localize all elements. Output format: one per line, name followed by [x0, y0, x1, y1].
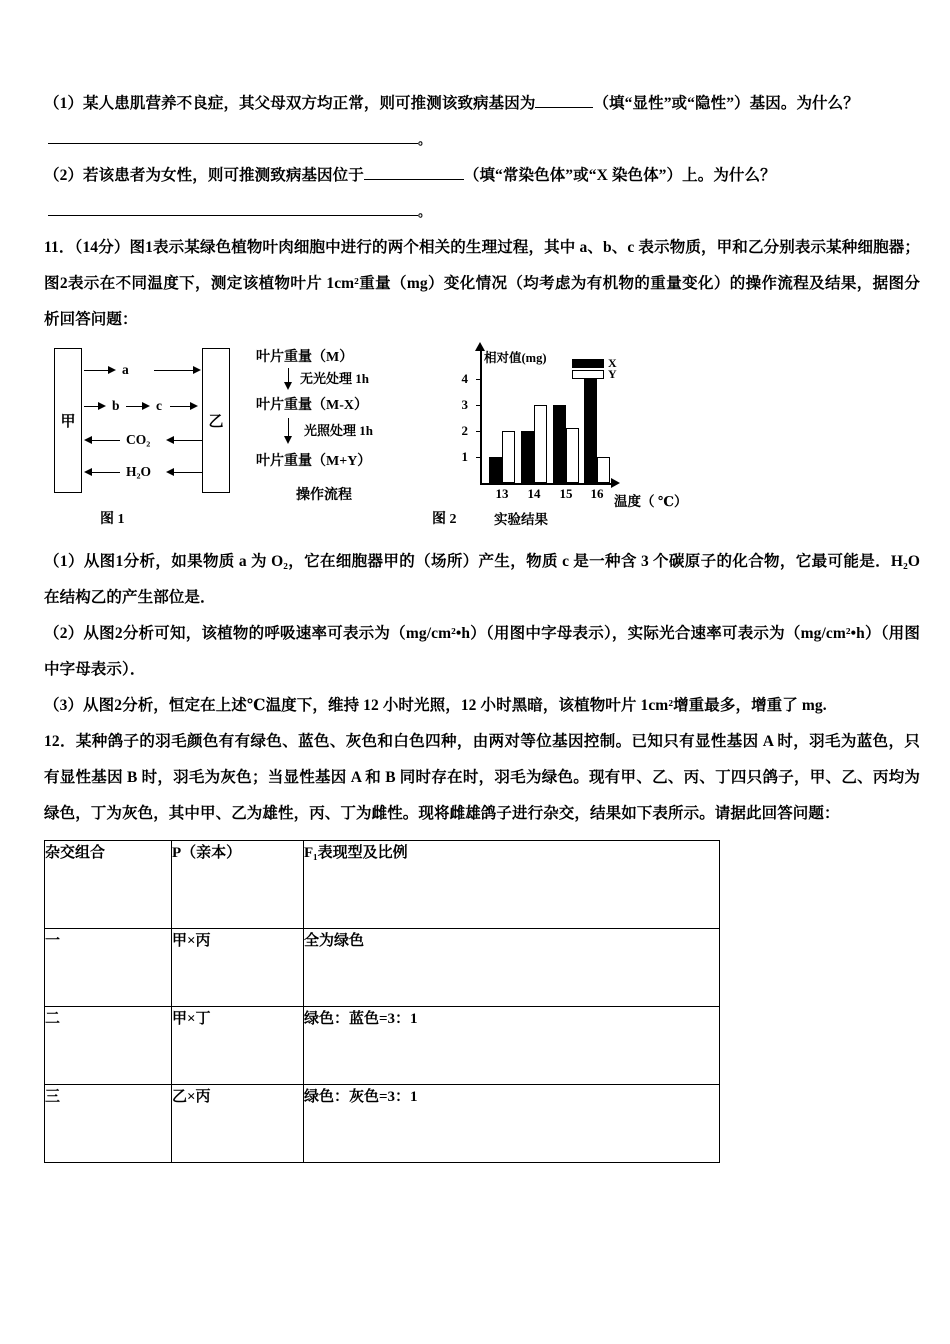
y-tick-label-3: 3 [461, 397, 468, 412]
flow-step-3: 叶片重量（M+Y） [256, 454, 372, 469]
y-tick-1 [476, 457, 482, 458]
arrowhead-jia-to-a [108, 366, 116, 374]
y-tick-4 [476, 379, 482, 380]
chart-x-axis-label: 温度（ ℃） [614, 494, 688, 509]
arrowhead-b-to-c [142, 402, 150, 410]
table-cell-f1-2: 绿色：蓝色=3：1 [304, 1007, 720, 1085]
table-header-combo: 杂交组合 [45, 841, 172, 929]
q10-sub1-pre: （1）某人患肌营养不良症，其父母双方均正常，则可推测该致病基因为 [44, 95, 536, 112]
table-header-f1: F₁表现型及比例 [304, 841, 720, 929]
organelle-box-yi: 乙 [202, 348, 230, 493]
bar-x-14 [521, 431, 534, 483]
chart-legend [572, 358, 617, 380]
q11-stem-text: 图1表示某绿色植物叶肉细胞中进行的两个相关的生理过程，其中 a、b、c 表示物质，甲和乙分别表示某种细胞器；图2表示在不同温度下，测定该植物叶片 1cm²重量（mg）变化情况（均考虑为有机物的重量变化）的操作流程及结果，据图分析回答问题： [44, 239, 920, 328]
bar-y-14 [534, 405, 547, 483]
table-cell-parents-1: 甲×丙 [172, 929, 304, 1007]
arrow-a-to-yi [154, 370, 194, 371]
q10-sub2-period: 。 [418, 204, 432, 219]
q10-sub1-blank[interactable] [535, 92, 593, 108]
table-cell-f1-1: 全为绿色 [304, 929, 720, 1007]
y-tick-label-4: 4 [461, 371, 468, 386]
figure-1-caption: 图 1 [100, 512, 125, 527]
q11-score: （14分） [74, 239, 130, 256]
flow-step-2: 叶片重量（M-X） [256, 398, 368, 413]
q10-sub2-pre: （2）若该患者为女性，则可推测致病基因位于 [44, 167, 364, 184]
table-row [45, 1007, 720, 1085]
figure-1-diagram [50, 344, 250, 527]
flow-arrow-2-line [288, 418, 289, 438]
substance-label-h2o: H₂O [126, 464, 152, 479]
figure-2-caption: 图 2 [432, 512, 457, 527]
table-cell-parents-3: 乙×丙 [172, 1085, 304, 1163]
q10-sub1 [44, 86, 920, 122]
flow-arrow-2-head [284, 436, 292, 444]
q12-stem-text: 某种鸽子的羽毛颜色有有绿色、蓝色、灰色和白色四种，由两对等位基因控制。已知只有显性基因 A 时，羽毛为蓝色，只有显性基因 B 时，羽毛为灰色；当显性基因 A 和 B 同时存在时，羽毛为绿色。现有甲、乙、丙、丁四只鸽子，甲、乙、丙均为绿色，丁为灰色，其中甲、乙为雄性，丙、丁为雌性。现将雌雄鸽子进行杂交，结果如下表所示。请据此回答问题： [44, 733, 920, 822]
x-tick-label-14: 14 [527, 486, 541, 501]
q10-sub1-answer-line [44, 122, 920, 158]
q12-stem [44, 724, 920, 832]
q10-sub2-blank[interactable] [364, 164, 464, 180]
chart-title: 实验结果 [494, 512, 548, 527]
figures-row [44, 344, 920, 544]
q11-number: 11． [44, 239, 75, 256]
x-tick-label-15: 15 [559, 486, 573, 501]
q11-stem [44, 230, 920, 338]
table-header-parents: P（亲本） [172, 841, 304, 929]
arrowhead-c-to-yi [190, 402, 198, 410]
page-content [44, 86, 920, 1163]
flow-step-1: 叶片重量（M） [256, 350, 354, 365]
arrow-yi-to-h2o [174, 472, 202, 473]
table-row [45, 929, 720, 1007]
figure-2-bar-chart [432, 344, 688, 527]
bar-x-15 [553, 405, 566, 483]
legend-entry-y [572, 369, 617, 380]
table-cell-parents-2: 甲×丁 [172, 1007, 304, 1085]
q10-sub1-period: 。 [418, 132, 432, 147]
flowchart-caption: 操作流程 [296, 488, 352, 503]
bar-y-13 [502, 431, 515, 483]
substance-label-b: b [112, 398, 120, 413]
answer-rule[interactable] [48, 201, 418, 216]
q11-sub3: （3）从图2分析，恒定在上述℃温度下，维持 12 小时光照，12 小时黑暗，该植物叶片 1cm²增重最多，增重了 mg. [44, 697, 827, 714]
legend-label-x: X [608, 356, 617, 370]
arrowhead-co2-to-jia [84, 436, 92, 444]
x-tick-label-13: 13 [495, 486, 509, 501]
bar-x-13 [489, 457, 502, 483]
organelle-box-jia: 甲 [54, 348, 82, 493]
table-cell-combo-3: 三 [45, 1085, 172, 1163]
x-tick-label-16: 16 [590, 486, 604, 501]
table-row [45, 1085, 720, 1163]
arrow-c-to-yi [170, 406, 190, 407]
bar-x-16 [584, 379, 597, 483]
arrow-yi-to-co2 [174, 440, 202, 441]
answer-rule[interactable] [48, 129, 418, 144]
q11-sub2: （2）从图2分析可知，该植物的呼吸速率可表示为（mg/cm²•h）（用图中字母表示），实际光合速率可表示为（mg/cm²•h）（用图中字母表示）． [44, 625, 920, 678]
q10-sub2-post: （填“常染色体”或“X 染色体”）上。为什么？ [463, 167, 776, 184]
y-tick-label-2: 2 [461, 423, 468, 438]
arrowhead-a-to-yi [193, 366, 201, 374]
q12-number: 12． [44, 733, 76, 750]
flow-arrow-1-head [284, 382, 292, 390]
arrow-jia-to-a [84, 370, 110, 371]
chart-x-axis [480, 483, 612, 485]
substance-label-co2: CO₂ [126, 432, 151, 447]
arrowhead-h2o-to-jia [84, 468, 92, 476]
table-cell-f1-3: 绿色：灰色=3：1 [304, 1085, 720, 1163]
arrow-h2o-to-jia [92, 472, 120, 473]
chart-y-axis [480, 350, 482, 483]
q11-sub1: （1）从图1分析，如果物质 a 为 O₂，它在细胞器甲的（场所）产生，物质 c 是一种含 3 个碳原子的化合物，它最可能是．H₂O 在结构乙的产生部位是． [44, 553, 920, 606]
arrowhead-yi-to-co2 [166, 436, 174, 444]
q10-sub2-answer-line [44, 194, 920, 230]
arrowhead-jia-to-b [98, 402, 106, 410]
legend-label-y: Y [608, 367, 617, 381]
flow-treatment-1: 无光处理 1h [300, 371, 369, 386]
legend-swatch-y [572, 370, 604, 379]
table-cell-combo-2: 二 [45, 1007, 172, 1085]
bar-y-16 [597, 457, 610, 483]
y-tick-3 [476, 405, 482, 406]
flow-treatment-2: 光照处理 1h [304, 423, 373, 438]
legend-swatch-x [572, 359, 604, 368]
bar-y-15 [566, 428, 579, 483]
substance-label-c: c [156, 398, 162, 413]
chart-x-axis-arrowhead [611, 478, 620, 488]
q10-sub1-post: （填“显性”或“隐性”）基因。为什么？ [593, 95, 859, 112]
table-cell-combo-1: 一 [45, 929, 172, 1007]
q10-sub2 [44, 158, 920, 194]
arrowhead-yi-to-h2o [166, 468, 174, 476]
arrow-co2-to-jia [92, 440, 120, 441]
chart-y-axis-label: 相对值(mg) [484, 351, 547, 365]
y-tick-2 [476, 431, 482, 432]
table-header-row [45, 841, 720, 929]
y-tick-label-1: 1 [461, 449, 468, 464]
substance-label-a: a [122, 362, 129, 377]
figure-operation-flowchart [256, 344, 436, 524]
cross-results-table [44, 840, 720, 1163]
